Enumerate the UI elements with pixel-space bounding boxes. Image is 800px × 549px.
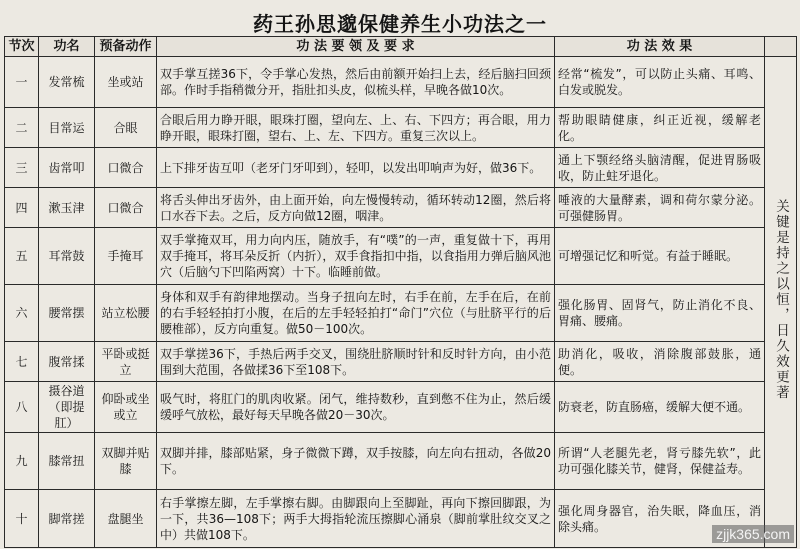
row-effect: 强化周身器官，治失眠，降血压，消除头痛。 (555, 490, 765, 548)
row-effect: 强化肠胃、固肾气，防止消化不良、胃痛、腰痛。 (555, 285, 765, 342)
row-essentials: 双手掌搓36下，手热后两手交叉，围绕肚脐顺时针和反时针方向，由小范围到大范围，各做揉36下至108下。 (157, 342, 555, 382)
row-no: 六 (5, 285, 39, 342)
row-name: 耳常鼓 (39, 228, 95, 285)
row-essentials: 双手掌掩双耳，用力向内压，随放手，有“噗”的一声，重复做十下，再用双手掩耳，将耳朵反折（内折），双手食指扣中指，以食指用力弹后脑风池穴（后脑勺下凹陷两窝）十下。临睡前做。 (157, 228, 555, 285)
table-row (5, 382, 797, 433)
row-prep: 盘腿坐 (95, 490, 157, 548)
table-row (5, 188, 797, 228)
row-no: 一 (5, 57, 39, 108)
row-essentials: 吸气时，将肛门的肌肉收紧。闭气，维持数秒，直到憋不住为止，然后缓缓呼气放松，最好每天早晚各做20－30次。 (157, 382, 555, 433)
header-note (765, 37, 797, 57)
table-row (5, 285, 797, 342)
row-prep: 口微合 (95, 148, 157, 188)
row-prep: 平卧或挺立 (95, 342, 157, 382)
exercise-table (4, 36, 797, 548)
row-essentials: 将舌头伸出牙齿外，由上面开始，向左慢慢转动，循环转动12圈，然后将口水吞下去。之后，反方向做12圈，咽津。 (157, 188, 555, 228)
row-prep: 口微合 (95, 188, 157, 228)
row-name: 脚常搓 (39, 490, 95, 548)
table-row (5, 57, 797, 108)
row-effect: 防衰老，防直肠癌，缓解大便不通。 (555, 382, 765, 433)
header-name: 功名 (39, 37, 95, 57)
row-essentials: 身体和双手有韵律地摆动。当身子扭向左时，右手在前，左手在后，在前的右手轻轻拍打小腹，在后的左手轻轻拍打“命门”穴位（与肚脐平行的后腰椎部），反方向重复。做50－100次。 (157, 285, 555, 342)
row-prep: 合眼 (95, 108, 157, 148)
header-no: 节次 (5, 37, 39, 57)
row-effect: 所谓“人老腿先老，肾亏膝先软”，此功可强化膝关节，健肾，保健益寿。 (555, 433, 765, 490)
row-no: 二 (5, 108, 39, 148)
row-essentials: 上下排牙齿互叩（老牙门牙叩到），轻叩，以发出叩响声为好，做36下。 (157, 148, 555, 188)
row-name: 目常运 (39, 108, 95, 148)
table-row (5, 433, 797, 490)
row-no: 八 (5, 382, 39, 433)
row-essentials: 双手掌互搓36下，令手掌心发热，然后由前额开始扫上去，经后脑扫回颈部。作时手指稍微分开，指肚扣头皮，似梳头样，早晚各做10次。 (157, 57, 555, 108)
row-name: 腰常摆 (39, 285, 95, 342)
row-name: 漱玉津 (39, 188, 95, 228)
table-row (5, 148, 797, 188)
table-row (5, 108, 797, 148)
row-essentials: 双脚并排，膝部贴紧，身子微微下蹲，双手按膝，向左向右扭动，各做20下。 (157, 433, 555, 490)
watermark: zjjk365.com (712, 525, 794, 543)
row-prep: 站立松腰 (95, 285, 157, 342)
row-no: 十 (5, 490, 39, 548)
row-name: 发常梳 (39, 57, 95, 108)
header-prep: 预备动作 (95, 37, 157, 57)
table-row (5, 490, 797, 548)
row-name: 齿常叩 (39, 148, 95, 188)
row-effect: 可增强记忆和听觉。有益于睡眠。 (555, 228, 765, 285)
row-effect: 助消化，吸收，消除腹部鼓胀，通便。 (555, 342, 765, 382)
header-essentials: 功 法 要 领 及 要 求 (157, 37, 555, 57)
row-name: 腹常揉 (39, 342, 95, 382)
row-essentials: 右手掌擦左脚，左手掌擦右脚。由脚跟向上至脚趾，再向下擦回脚跟，为一下，共36—108下；两手大拇指轮流压擦脚心涌泉（脚前掌肚纹交叉之中）共做108下。 (157, 490, 555, 548)
row-no: 九 (5, 433, 39, 490)
side-note: 关键是持之以恒，日久效更著 (773, 199, 789, 401)
side-note-cell (765, 57, 797, 548)
row-name: 膝常扭 (39, 433, 95, 490)
row-effect: 唾液的大量酵素，调和荷尔蒙分泌。可强健肠胃。 (555, 188, 765, 228)
row-name: 摄谷道（即提肛） (39, 382, 95, 433)
row-essentials: 合眼后用力睁开眼，眼珠打圈，望向左、上、右、下四方；再合眼，用力睁开眼，眼珠打圈，望右、上、左、下四方。重复三次以上。 (157, 108, 555, 148)
row-prep: 手掩耳 (95, 228, 157, 285)
row-no: 五 (5, 228, 39, 285)
row-prep: 仰卧或坐或立 (95, 382, 157, 433)
header-effect: 功 法 效 果 (555, 37, 765, 57)
table-row (5, 342, 797, 382)
row-prep: 双脚并贴膝 (95, 433, 157, 490)
row-prep: 坐或站 (95, 57, 157, 108)
table-row (5, 228, 797, 285)
row-no: 七 (5, 342, 39, 382)
row-effect: 帮助眼睛健康，纠正近视，缓解老化。 (555, 108, 765, 148)
row-no: 四 (5, 188, 39, 228)
row-no: 三 (5, 148, 39, 188)
row-effect: 通上下颚经络头脑清醒，促进胃肠吸收，防止蛀牙退化。 (555, 148, 765, 188)
table-header-row (5, 37, 797, 57)
page-title: 药王孙思邈保健养生小功法之一 (253, 12, 547, 36)
row-effect: 经常“梳发”，可以防止头痛、耳鸣、白发或脱发。 (555, 57, 765, 108)
